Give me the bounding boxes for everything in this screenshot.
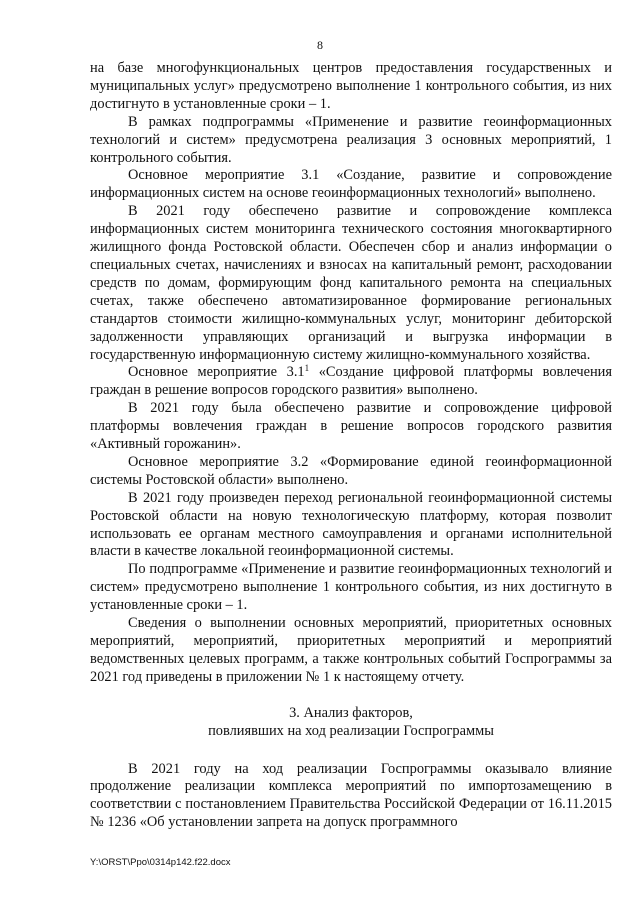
paragraph-8: В 2021 году произведен переход региональной геоинформационной системы Ростовской области на новую технологическую платформу, которая позволит использовать ее органам местного самоуправления и органами исполнительной власти в качестве локальной геоинформационной системы. (90, 489, 612, 560)
paragraph-10: Сведения о выполнении основных мероприятий, приоритетных основных мероприятий, мероприятий, приоритетных мероприятий и мероприятий ведомственных целевых программ, а также контрольных событий Госпрограммы за 2021 год приведены в приложении № 1 к настоящему отчету. (90, 615, 612, 685)
paragraph-5 (90, 364, 612, 400)
section-heading-line-2: повлиявших на ход реализации Госпрограммы (208, 722, 494, 739)
paragraph-5-start: Основное мероприятие 3.1 (128, 364, 305, 381)
superscript-index: 1 (304, 363, 310, 374)
paragraph-6: В 2021 году была обеспечено развитие и сопровождение цифровой платформы вовлечения граждан в решение вопросов городского развития «Активный горожанин». (90, 400, 612, 453)
paragraph-2: В рамках подпрограммы «Применение и развитие геоинформационных технологий и систем» предусмотрена реализация 3 основных мероприятий, 1 контрольного события. (90, 113, 612, 166)
page-number: 8 (317, 38, 323, 52)
document-body (90, 60, 612, 832)
paragraph-11: В 2021 году на ход реализации Госпрограммы оказывало влияние продолжение реализации комплекса мероприятий по импортозамещению в соответствии с постановлением Правительства Российской Федерации от 16.11.2015 № 1236 «Об установлении запрета на допуск программного (90, 760, 612, 831)
section-heading-line-1: 3. Анализ факторов, (289, 704, 413, 721)
paragraph-4: В 2021 году обеспечено развитие и сопровождение комплекса информационных систем мониторинга технического состояния многоквартирного жилищного фонда Ростовской области. Обеспечен сбор и анализ информации о специальных счетах, начислениях и взносах на капитальный ремонт, расходовании средств по домам, формирующим фонд капитального ремонта на специальных счетах, также обеспечено автоматизированное формирование региональных стандартов стоимости жилищно-коммунальных услуг, мониторинг дебиторской задолженности управляющих организаций и выгрузка информации в государственную информационную систему жилищно-коммунального хозяйства. (90, 203, 612, 363)
paragraph-1: на базе многофункциональных центров предоставления государственных и муниципальных услуг» предусмотрено выполнение 1 контрольного события, из них достигнуто в установленные сроки – 1. (90, 60, 612, 112)
paragraph-9: По подпрограмме «Применение и развитие геоинформационных технологий и систем» предусмотрено выполнение 1 контрольного события, из них достигнуто в установленные сроки – 1. (90, 561, 612, 614)
footer-file-path: Y:\ORST\Ppo\0314p142.f22.docx (90, 857, 231, 868)
paragraph-7: Основное мероприятие 3.2 «Формирование единой геоинформационной системы Ростовской области» выполнено. (90, 453, 612, 488)
paragraph-3: Основное мероприятие 3.1 «Создание, развитие и сопровождение информационных систем на основе геоинформационных технологий» выполнено. (90, 167, 612, 202)
paragraph-5-end: «Создание цифровой платформы вовлечения граждан в решение вопросов городского развития» выполнено. (90, 364, 613, 399)
